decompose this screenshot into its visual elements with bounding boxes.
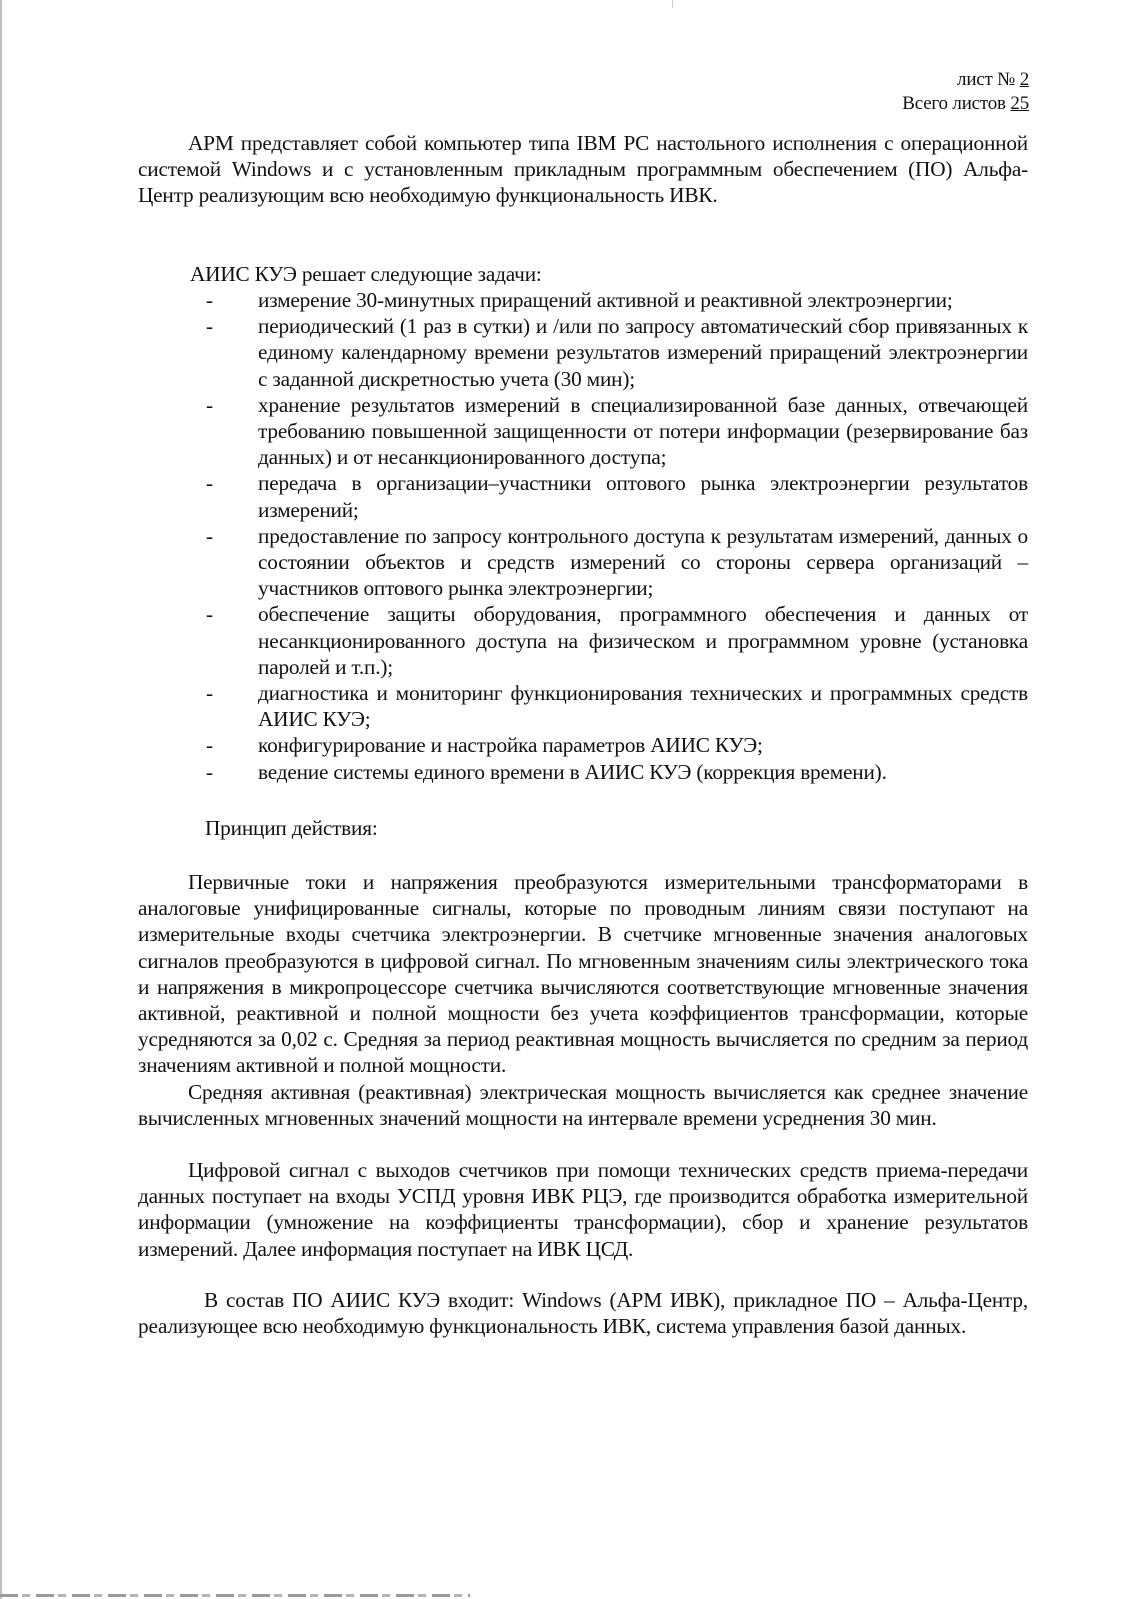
bullet-dash: - bbox=[206, 314, 213, 339]
total-sheets-line bbox=[902, 92, 1029, 116]
list-item: - ведение системы единого времени в АИИС КУЭ (коррекция времени). bbox=[206, 759, 887, 784]
principle-paragraph-1: Первичные токи и напряжения преобразуются измерительными трансформаторами в аналоговые унифицированные сигналы, которые по проводным линиям связи поступают на измерительные входы счетчика электроэнергии. В счетчике мгновенные значения аналоговых сигналов преобразуются в цифровой сигнал. По мгновенным значениям силы электрического тока и напряжения в микропроцессоре счетчика вычисляются соответствующие мгновенные значения активной, реактивной и полной мощности без учета коэффициентов трансформации, которые усредняются за 0,02 с. Средняя за период реактивная мощность вычисляется по средним за период значениям активной и полной мощности. bbox=[138, 870, 1028, 1078]
intro-paragraph: АРМ представляет собой компьютер типа IBM PC настольного исполнения с операционной системой Windows и с установленным прикладным программным обеспечением (ПО) Альфа-Центр реализующим всю необходимую функциональность ИВК. bbox=[138, 131, 1028, 208]
scan-artifact-bottom bbox=[0, 1594, 470, 1597]
list-item: - хранение результатов измерений в специализированной базе данных, отвечающей требованию повышенной защищенности от потери информации (резервирование баз данных) и от несанкционированного доступа; bbox=[206, 392, 1028, 470]
principle-paragraph-3: Цифровой сигнал с выходов счетчиков при помощи технических средств приема-передачи данных поступает на входы УСПД уровня ИВК РЦЭ, где производится обработка измерительной информации (умножение на коэффициенты трансформации), сбор и хранение результатов измерений. Далее информация поступает на ИВК ЦСД. bbox=[138, 1158, 1028, 1261]
sheet-number-line bbox=[902, 68, 1029, 92]
tasks-heading: АИИС КУЭ решает следующие задачи: bbox=[190, 262, 542, 286]
bullet-dash: - bbox=[206, 681, 213, 706]
sheet-label: лист № bbox=[957, 69, 1016, 90]
bullet-dash: - bbox=[206, 392, 213, 417]
total-number: 25 bbox=[1010, 93, 1029, 114]
bullet-dash: - bbox=[206, 471, 213, 496]
list-item: - конфигурирование и настройка параметров АИИС КУЭ; bbox=[206, 733, 763, 758]
list-item: - передача в организации–участники оптового рынка электроэнергии результатов измерений; bbox=[206, 471, 1028, 522]
list-item: - предоставление по запросу контрольного доступа к результатам измерений, данных о состоянии объектов и средств измерений со стороны сервера организаций – участников оптового рынка электроэнергии; bbox=[206, 523, 1028, 601]
principle-paragraph-2: Средняя активная (реактивная) электрическая мощность вычисляется как среднее значение вычисленных мгновенных значений мощности на интервале времени усреднения 30 мин. bbox=[138, 1080, 1028, 1131]
tasks-list bbox=[190, 287, 1028, 785]
list-item: - периодический (1 раз в сутки) и /или по запросу автоматический сбор привязанных к единому календарному времени результатов измерений приращений электроэнергии с заданной дискретностью учета (30 мин); bbox=[206, 314, 1028, 391]
bullet-dash: - bbox=[206, 523, 213, 548]
software-paragraph: В состав ПО АИИС КУЭ входит: Windows (АРМ ИВК), прикладное ПО – Альфа-Центр, реализующее всю необходимую функциональность ИВК, система управления базой данных. bbox=[138, 1288, 1028, 1339]
list-item: - обеспечение защиты оборудования, программного обеспечения и данных от несанкционированного доступа на физическом и программном уровне (установка паролей и т.п.); bbox=[206, 602, 1028, 679]
scan-edge bbox=[0, 0, 2, 1599]
bullet-dash: - bbox=[206, 733, 213, 758]
bullet-dash: - bbox=[206, 602, 213, 627]
bullet-dash: - bbox=[206, 759, 213, 784]
sheet-header bbox=[902, 68, 1029, 116]
principle-heading: Принцип действия: bbox=[205, 816, 378, 840]
bullet-dash: - bbox=[206, 288, 213, 312]
total-label: Всего листов bbox=[902, 93, 1006, 114]
scan-artifact bbox=[672, 0, 673, 8]
sheet-number: 2 bbox=[1019, 69, 1029, 90]
list-item: - измерение 30-минутных приращений активной и реактивной электроэнергии; bbox=[206, 288, 953, 312]
list-item: - диагностика и мониторинг функционирования технических и программных средств АИИС КУЭ; bbox=[206, 681, 1028, 732]
